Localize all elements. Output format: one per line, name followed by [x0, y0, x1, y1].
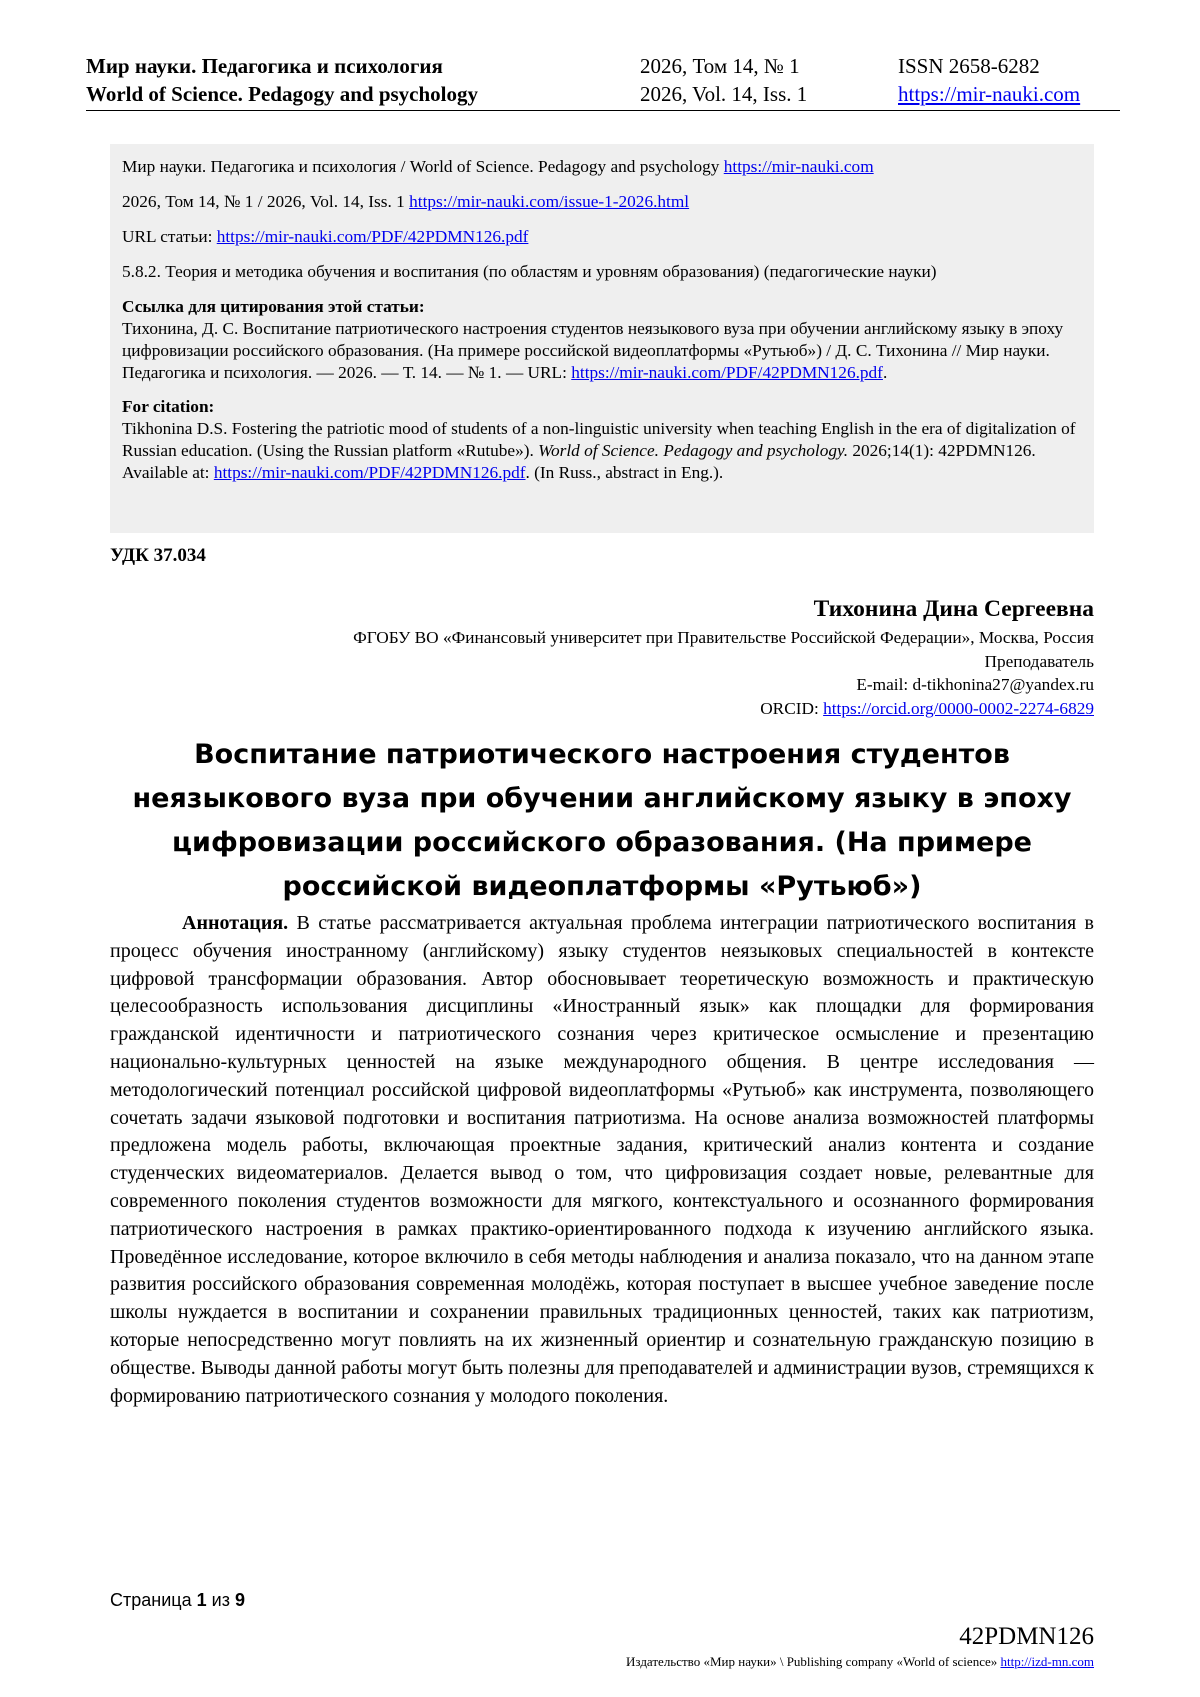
header-issue [640, 52, 807, 108]
info-specialty: 5.8.2. Теория и методика обучения и воспитания (по областям и уровням образования) (педагогические науки) [122, 262, 937, 281]
citation-en: For citation: Tikhonina D.S. Fostering the patriotic mood of students of a non-linguistic university when teaching English in the era of digitalization of Russian education. (Using the Russian platform «Rutube»). World of Science. Pedagogy and psychology. 2026;14(1): 42PDMN126. Available at: https://mir-nauki.com/PDF/42PDMN126.pdf. (In Russ., abstract in Eng.). [122, 396, 1082, 484]
citation-ru: Ссылка для цитирования этой статьи: Тихонина, Д. С. Воспитание патриотического настроения студентов неязыкового вуза при обучении английскому языку в эпоху цифровизации российского образования. (На примере российской видеоплатформы «Рутьюб») / Д. С. Тихонина // Мир науки. Педагогика и психология. — 2026. — Т. 14. — № 1. — URL: https://mir-nauki.com/PDF/42PDMN126.pdf. [122, 296, 1082, 384]
header-journal-names [86, 52, 478, 108]
author-name: Тихонина Дина Сергеевна [813, 596, 1094, 622]
author-block [353, 594, 1094, 720]
article-title: Воспитание патриотического настроения студентов неязыкового вуза при обучении английскому языку в эпоху цифровизации российского образования. (На примере российской видеоплатформы «Рутьюб») [132, 739, 1072, 902]
journal-title-ru: Мир науки. Педагогика и психология [86, 54, 443, 78]
current-page: 1 [196, 1590, 207, 1610]
info-url-line: URL статьи: https://mir-nauki.com/PDF/42PDMN126.pdf [122, 227, 529, 246]
running-header [86, 52, 1120, 111]
abstract-label: Аннотация. [182, 912, 289, 934]
udk-code: УДК 37.034 [110, 545, 206, 566]
abstract-text: В статье рассматривается актуальная проблема интеграции патриотического воспитания в процесс обучения иностранному (английскому) языку студентов неязыковых специальностей в контексте цифровой трансформации образования. Автор обосновывает теоретическую возможность и практическую целесообразность использования дисциплины «Иностранный язык» как площадки для формирования гражданской идентичности и патриотического сознания через критическое осмысление и презентацию национально-культурных ценностей на языке международного общения. В центре исследования — методологический потенциал российской цифровой видеоплатформы «Рутьюб» как инструмента, позволяющего сочетать задачи языковой подготовки и воспитания патриотизма. На основе анализа возможностей платформы предложена модель работы, включающая проектные задания, критический анализ контента и создание студенческих видеоматериалов. Делается вывод о том, что цифровизация создает новые, релевантные для современного поколения студентов возможности для мягкого, контекстуального и осознанного формирования патриотического настроения в рамках практико-ориентированного подхода к изучению английского языка. Проведённое исследование, которое включило в себя методы наблюдения и анализа показало, что на данном этапе развития российского образования современная молодёжь, которая поступает в высшее учебное заведение после школы нуждается в воспитании и сохранении правильных традиционных ценностей, таких как патриотизм, которые непосредственно могут повлиять на их жизненный ориентир и сознательную гражданскую позицию в обществе. Выводы данной работы могут быть полезны для преподавателей и администрации вузов, стремящихся к формированию патриотического сознания у молодого поколения. [110, 912, 1094, 1407]
total-pages: 9 [234, 1590, 245, 1610]
info-issue-line: 2026, Том 14, № 1 / 2026, Vol. 14, Iss. 1 https://mir-nauki.com/issue-1-2026.html [122, 192, 690, 211]
publisher-link[interactable]: http://izd-mn.com [1000, 1654, 1094, 1669]
author-affiliation: ФГОБУ ВО «Финансовый университет при Правительстве Российской Федерации», Москва, Россия [353, 628, 1094, 647]
author-position: Преподаватель [984, 651, 1094, 671]
citation-en-journal: World of Science. Pedagogy and psychology. [538, 441, 849, 460]
info-journal-line: Мир науки. Педагогика и психология / World of Science. Pedagogy and psychology https://mir-nauki.com [122, 157, 874, 176]
citation-ru-link[interactable]: https://mir-nauki.com/PDF/42PDMN126.pdf [571, 363, 883, 382]
header-issn-site [898, 52, 1080, 108]
citation-ru-title: Ссылка для цитирования этой статьи: [122, 297, 425, 316]
document-code: 42PDMN126 [959, 1623, 1094, 1650]
info-journal-link[interactable]: https://mir-nauki.com [723, 157, 874, 176]
issn: ISSN 2658-6282 [898, 54, 1040, 78]
orcid-link[interactable]: https://orcid.org/0000-0002-2274-6829 [823, 698, 1094, 718]
issue-ru: 2026, Том 14, № 1 [640, 54, 800, 78]
info-issue-link[interactable]: https://mir-nauki.com/issue-1-2026.html [409, 192, 690, 211]
page-counter: Страница 1 из 9 [110, 1590, 245, 1610]
citation-ru-text: Тихонина, Д. С. Воспитание патриотического настроения студентов неязыкового вуза при обучении английскому языку в эпоху цифровизации российского образования. (На примере российской видеоплатформы «Рутьюб») / Д. С. Тихонина // Мир науки. Педагогика и психология. — 2026. — Т. 14. — № 1. — URL: [122, 319, 1064, 382]
info-article-url-link[interactable]: https://mir-nauki.com/PDF/42PDMN126.pdf [216, 227, 529, 246]
abstract [110, 910, 1094, 1410]
publisher-line: Издательство «Мир науки» \ Publishing company «World of science» http://izd-mn.com [626, 1654, 1094, 1669]
citation-en-text2: 2026;14(1): 42PDMN126. Available at: [122, 441, 1036, 482]
journal-title-en: World of Science. Pedagogy and psychology [86, 82, 479, 106]
journal-site-link[interactable]: https://mir-nauki.com [898, 82, 1081, 106]
author-orcid: ORCID: https://orcid.org/0000-0002-2274-6829 [760, 698, 1094, 718]
citation-info-box [110, 144, 1094, 533]
author-email: E-mail: d-tikhonina27@yandex.ru [856, 675, 1094, 694]
citation-en-link[interactable]: https://mir-nauki.com/PDF/42PDMN126.pdf [213, 463, 526, 482]
issue-en: 2026, Vol. 14, Iss. 1 [640, 82, 808, 106]
citation-en-text: Tikhonina D.S. Fostering the patriotic mood of students of a non-linguistic university when teaching English in the era of digitalization of Russian education. (Using the Russian platform «Rutube»). [122, 419, 1076, 460]
citation-en-title: For citation: [122, 397, 215, 416]
